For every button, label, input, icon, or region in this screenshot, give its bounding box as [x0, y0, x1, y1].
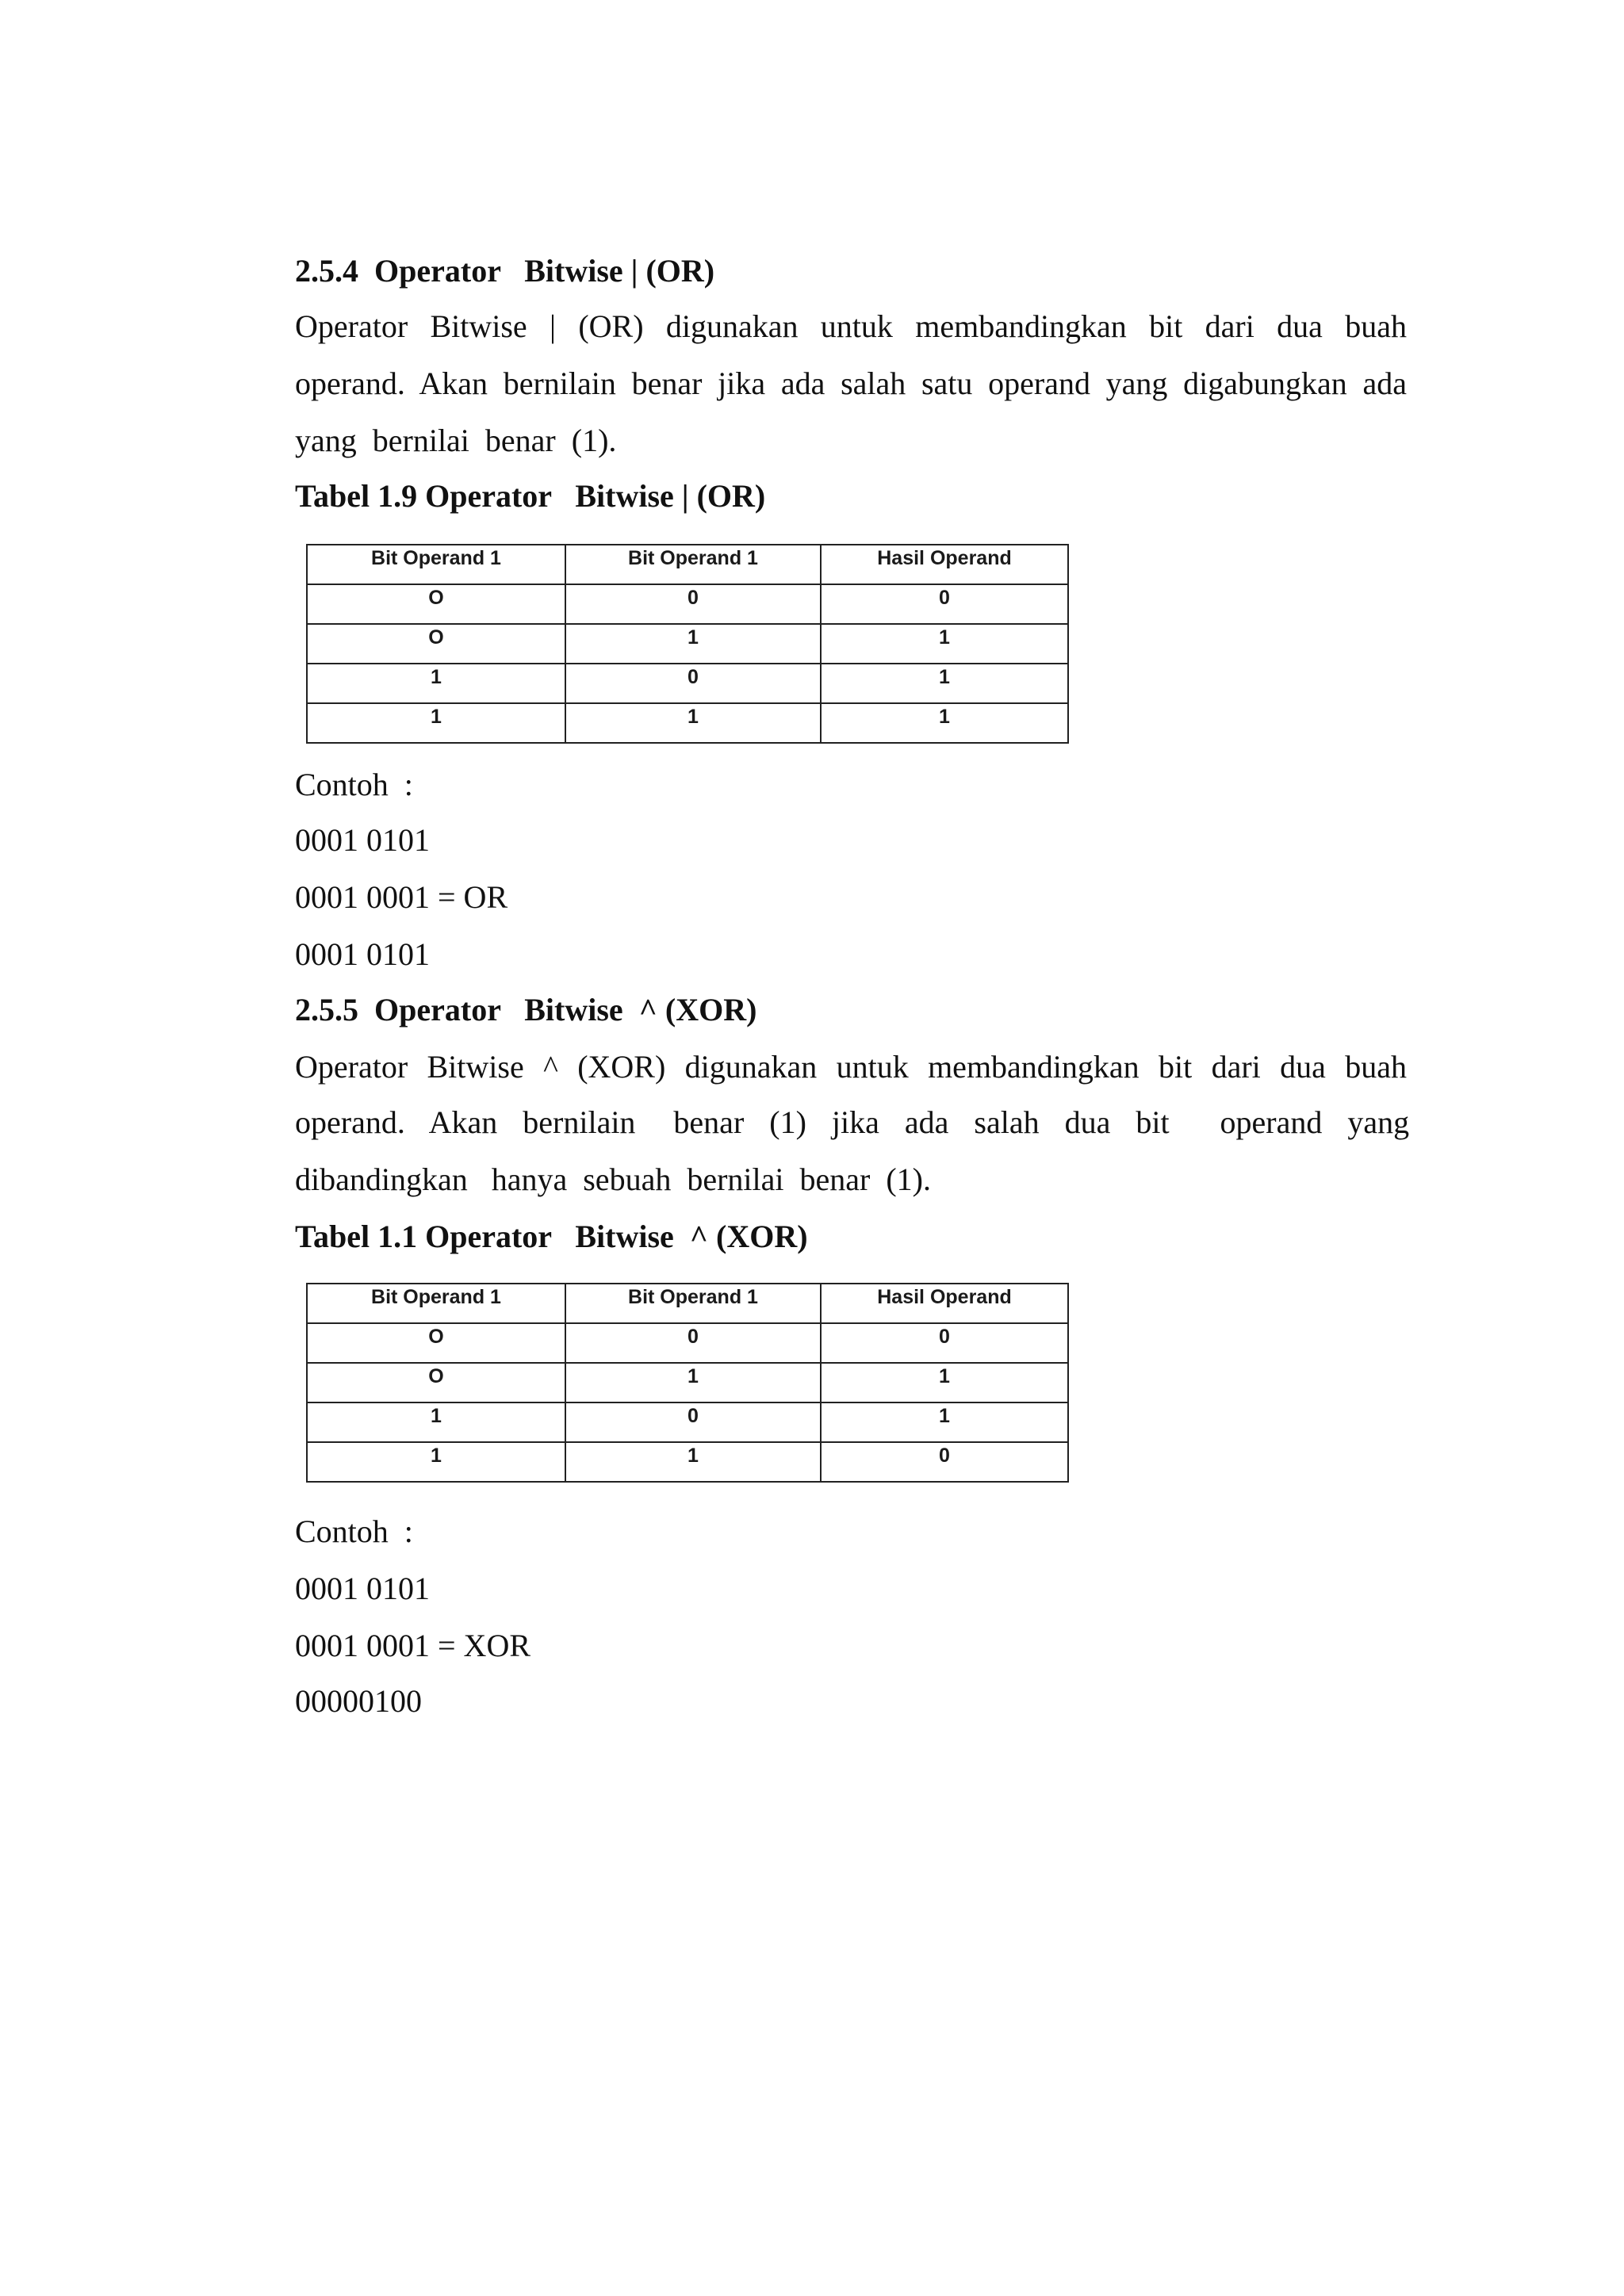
table-caption-xor: Tabel 1.1 Operator Bitwise ^ (XOR)	[295, 1219, 808, 1254]
table-row	[307, 1402, 1068, 1442]
example-line: 0001 0001 = XOR	[295, 1628, 531, 1663]
table-cell: O	[307, 1323, 565, 1363]
paragraph-line: Operator Bitwise | (OR) digunakan untuk membandingkan bit dari dua buah	[295, 308, 1407, 344]
paragraph-line: yang bernilai benar (1).	[295, 423, 617, 458]
column-header: Bit Operand 1	[307, 1284, 565, 1323]
table-row	[307, 1442, 1068, 1482]
table-cell: 1	[821, 664, 1068, 703]
table-cell: 0	[565, 664, 821, 703]
table-cell: 1	[307, 664, 565, 703]
table-cell: 0	[821, 584, 1068, 624]
table-cell: 1	[821, 1402, 1068, 1442]
paragraph-line: operand. Akan bernilain benar jika ada salah satu operand yang digabungkan ada	[295, 365, 1407, 401]
table-row	[307, 584, 1068, 624]
table-cell: 1	[307, 1442, 565, 1482]
example-line: 0001 0101	[295, 822, 430, 858]
table-row	[307, 1323, 1068, 1363]
table-cell: O	[307, 584, 565, 624]
example-line: 0001 0101	[295, 936, 430, 972]
section-heading-xor: 2.5.5 Operator Bitwise ^ (XOR)	[295, 992, 757, 1027]
example-line: 0001 0001 = OR	[295, 879, 508, 915]
paragraph-line: Operator Bitwise ^ (XOR) digunakan untuk membandingkan bit dari dua buah	[295, 1049, 1407, 1085]
example-label: Contoh :	[295, 1513, 413, 1549]
table-header-row	[307, 1284, 1068, 1323]
column-header: Bit Operand 1	[565, 545, 821, 584]
column-header: Bit Operand 1	[307, 545, 565, 584]
table-cell: 0	[821, 1442, 1068, 1482]
xor-truth-table	[306, 1283, 1069, 1483]
paragraph-line: dibandingkan hanya sebuah bernilai benar (1).	[295, 1161, 931, 1197]
table-cell: 1	[821, 703, 1068, 743]
table-cell: 1	[565, 703, 821, 743]
table-cell: 1	[565, 1442, 821, 1482]
table-cell: 0	[565, 584, 821, 624]
table-row	[307, 664, 1068, 703]
example-line: 0001 0101	[295, 1571, 430, 1606]
section-heading-or: 2.5.4 Operator Bitwise | (OR)	[295, 253, 715, 289]
table-cell: 1	[565, 1363, 821, 1402]
table-header-row	[307, 545, 1068, 584]
column-header: Bit Operand 1	[565, 1284, 821, 1323]
table-cell: 0	[821, 1323, 1068, 1363]
table-row	[307, 703, 1068, 743]
table-caption-or: Tabel 1.9 Operator Bitwise | (OR)	[295, 478, 766, 514]
table-cell: O	[307, 1363, 565, 1402]
table-cell: 1	[307, 703, 565, 743]
example-line: 00000100	[295, 1683, 422, 1719]
table-row	[307, 624, 1068, 664]
table-cell: 0	[565, 1402, 821, 1442]
table-cell: 0	[565, 1323, 821, 1363]
paragraph-line: operand. Akan bernilain benar (1) jika ada salah dua bit operand yang	[295, 1104, 1410, 1140]
table-cell: 1	[821, 1363, 1068, 1402]
or-truth-table	[306, 544, 1069, 744]
table-cell: 1	[307, 1402, 565, 1442]
table-cell: O	[307, 624, 565, 664]
example-label: Contoh :	[295, 767, 413, 802]
column-header: Hasil Operand	[821, 545, 1068, 584]
table-row	[307, 1363, 1068, 1402]
table-cell: 1	[821, 624, 1068, 664]
table-cell: 1	[565, 624, 821, 664]
column-header: Hasil Operand	[821, 1284, 1068, 1323]
